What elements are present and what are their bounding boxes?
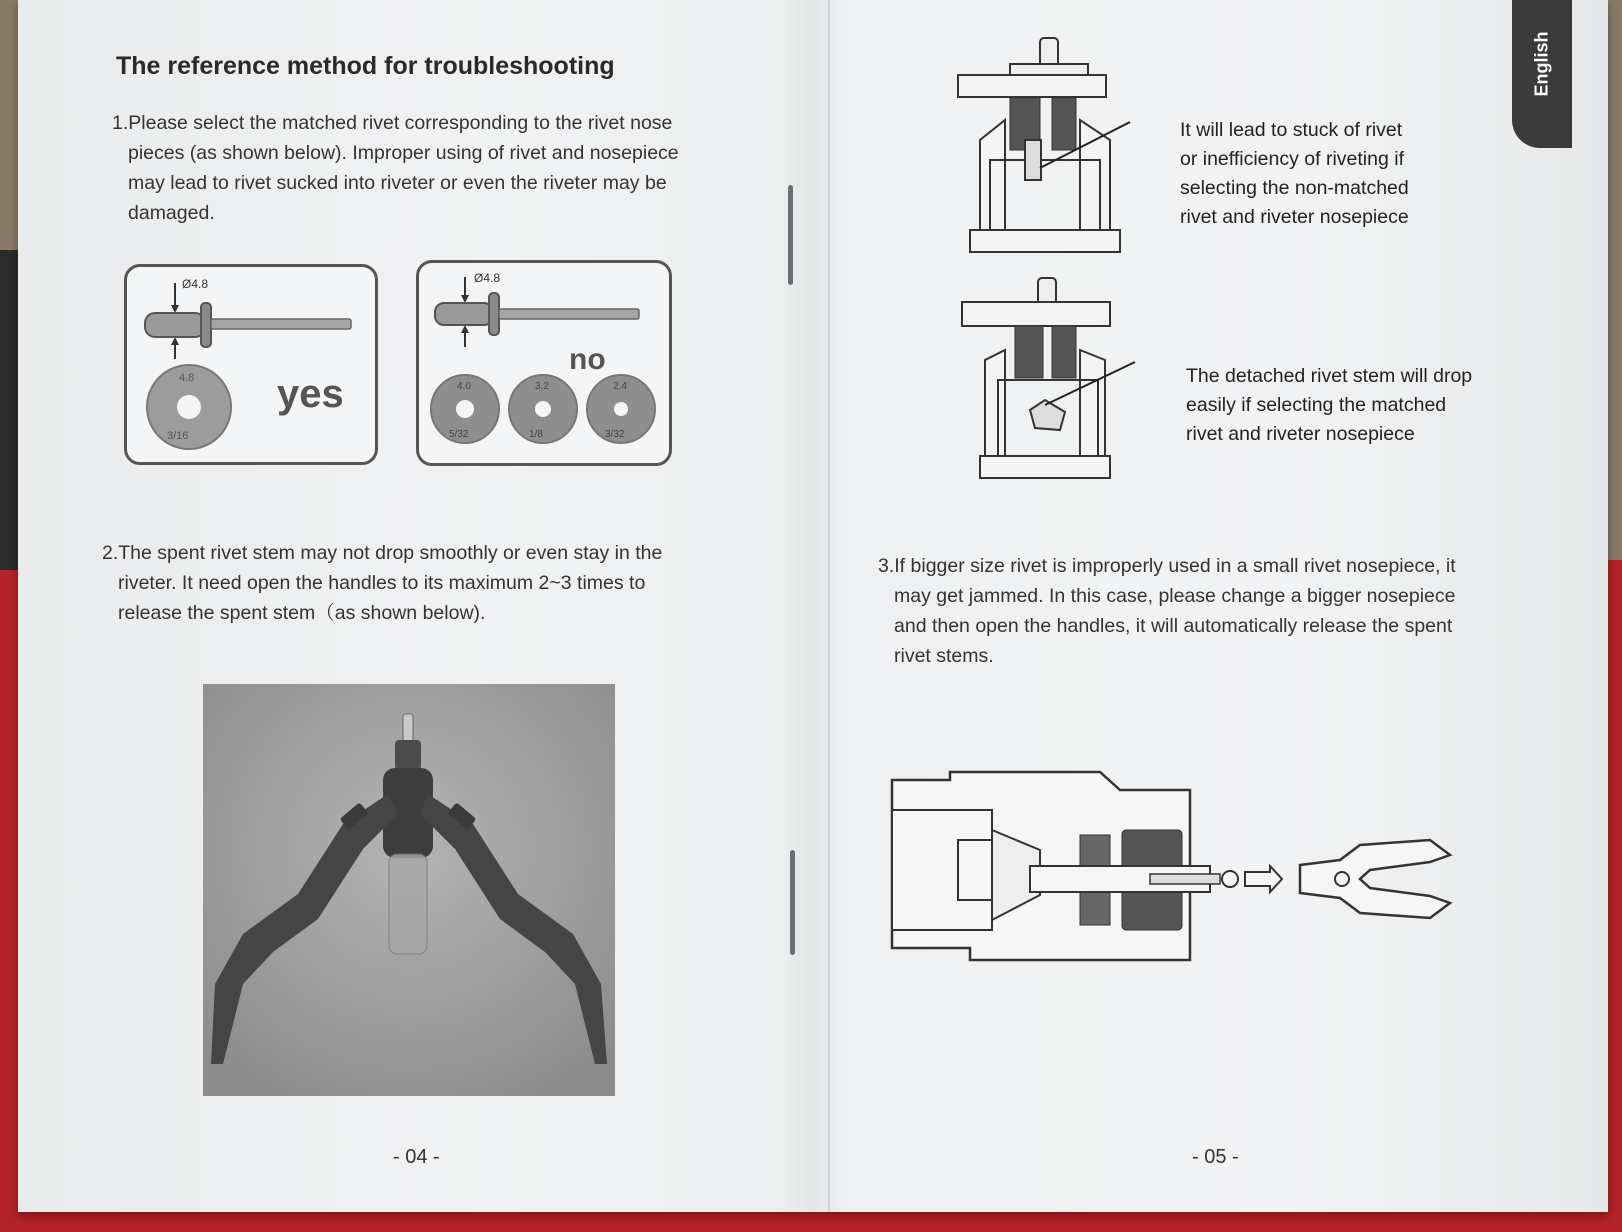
instruction-booklet [18,0,1608,1212]
item3-line-1: 3.If bigger size rivet is improperly used in a small rivet nosepiece, it [878,555,1456,577]
riveter-open-handles-photo [203,684,615,1096]
non-matched-callout [1180,116,1510,232]
language-tab-label: English [1531,31,1552,97]
page-right [830,0,1608,1212]
match-yes-label: yes [277,372,344,416]
washer-label-top: 4.8 [179,372,195,384]
page-number-right: - 05 - [1192,1146,1239,1168]
nosepiece-cross-section-diagrams [830,20,1190,540]
page-heading: The reference method for troubleshooting [116,52,615,80]
page-left [18,0,810,1212]
washer-2-label-bottom: 1/8 [529,429,543,440]
item1-line-4: damaged. [128,202,215,224]
callout1-line-4: rivet and riveter nosepiece [1180,206,1409,228]
callout2-line-1: The detached rivet stem will drop [1186,365,1473,387]
non-matched-rivet-illustration [419,263,669,463]
callout2-line-3: rivet and riveter nosepiece [1186,423,1415,445]
callout1-line-2: or inefficiency of riveting if [1180,148,1404,170]
item3-line-3: and then open the handles, it will automatically release the spent [894,615,1453,637]
item1-line-1: 1.Please select the matched rivet corresponding to the rivet nose [112,112,673,134]
washer-2-label-top: 3.2 [535,381,549,392]
item2-line-3: release the spent stem（as shown below). [118,602,486,624]
troubleshooting-item-3 [878,551,1578,671]
troubleshooting-item-1 [112,108,752,228]
troubleshooting-item-2 [102,538,762,628]
item1-line-3: may lead to rivet sucked into riveter or even the riveter may be [128,172,667,194]
item2-line-2: riveter. It need open the handles to its maximum 2~3 times to [118,572,646,594]
rivet-diameter-label: Ø4.8 [182,277,209,291]
item2-line-1: 2.The spent rivet stem may not drop smoothly or even stay in the [102,542,663,564]
washer-1-label-bottom: 5/32 [449,429,469,440]
language-tab [1512,0,1572,148]
washer-3-label-bottom: 3/32 [605,429,625,440]
washer-label-bottom: 3/16 [167,430,189,442]
item3-line-2: may get jammed. In this case, please change a bigger nosepiece [894,585,1456,607]
item3-line-4: rivet stems. [894,645,994,667]
rivet-match-no-panel [416,260,672,466]
match-no-label: no [569,343,606,376]
callout1-line-1: It will lead to stuck of rivet [1180,119,1403,141]
matched-rivet-illustration [127,267,375,462]
item1-line-2: pieces (as shown below). Improper using of rivet and nosepiece [128,142,679,164]
rivet-diameter-label-no: Ø4.8 [474,271,501,285]
callout1-line-3: selecting the non-matched [1180,177,1409,199]
callout2-line-2: easily if selecting the matched [1186,394,1447,416]
page-number-left: - 04 - [393,1146,440,1168]
washer-1-label-top: 4.0 [457,381,471,392]
rivet-match-yes-panel [124,264,378,465]
matched-callout [1186,362,1526,449]
jammed-rivet-release-diagram [890,770,1490,970]
washer-3-label-top: 2.4 [613,381,627,392]
riveter-photo-drawing [203,684,615,1096]
